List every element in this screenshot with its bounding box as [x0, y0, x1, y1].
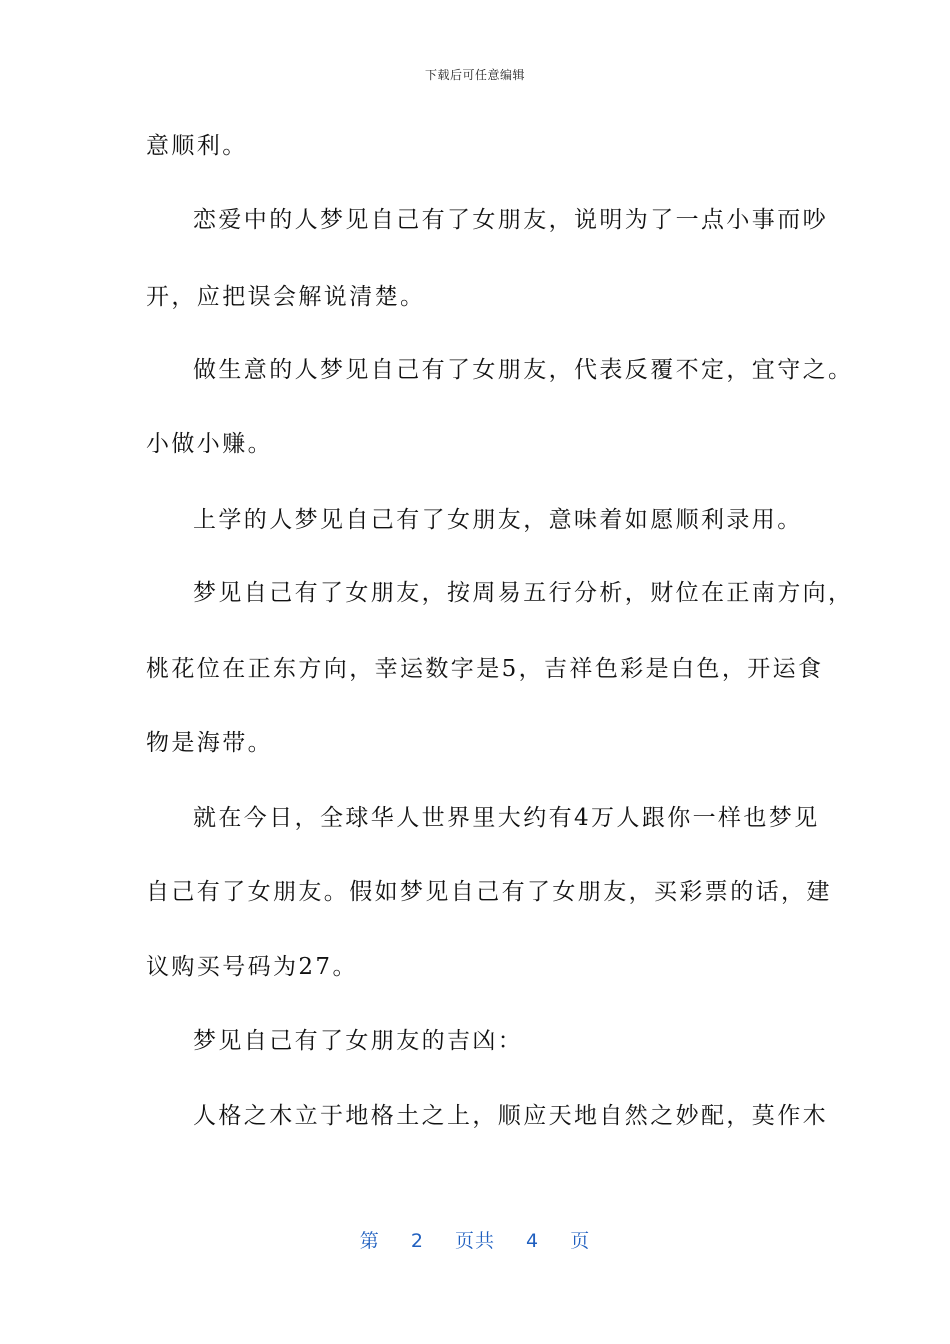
paragraph-line: 做生意的人梦见自己有了女朋友，代表反覆不定，宜守之。	[193, 357, 854, 383]
paragraph-line: 人格之木立于地格土之上，顺应天地自然之妙配，莫作木	[193, 1103, 828, 1129]
page-footer	[0, 1226, 950, 1253]
page-number: 2	[410, 1230, 424, 1252]
paragraph-line: 议购买号码为27。	[146, 954, 358, 980]
paragraph-line: 桃花位在正东方向，幸运数字是5，吉祥色彩是白色，开运食	[146, 656, 824, 682]
total-pages: 4	[526, 1230, 540, 1252]
paragraph-line: 梦见自己有了女朋友的吉凶：	[193, 1028, 524, 1054]
page-label: 第	[359, 1230, 380, 1252]
paragraph-line: 自己有了女朋友。假如梦见自己有了女朋友，买彩票的话，建	[146, 879, 832, 905]
paragraph-line: 上学的人梦见自己有了女朋友，意味着如愿顺利录用。	[193, 507, 803, 533]
paragraph-line: 梦见自己有了女朋友，按周易五行分析，财位在正南方向，	[193, 580, 854, 606]
paragraph-line: 小做小赚。	[146, 431, 273, 457]
paragraph-line: 意顺利。	[146, 133, 248, 159]
paragraph-line: 就在今日，全球华人世界里大约有4万人跟你一样也梦见	[193, 805, 820, 831]
paragraph-line: 物是海带。	[146, 730, 273, 756]
page-header: 下载后可任意编辑	[424, 68, 525, 82]
paragraph-line: 恋爱中的人梦见自己有了女朋友，说明为了一点小事而吵	[193, 207, 828, 233]
page-suffix: 页	[570, 1230, 591, 1252]
paragraph-line: 开，应把误会解说清楚。	[146, 284, 426, 310]
page-of-label: 页共	[454, 1230, 495, 1252]
